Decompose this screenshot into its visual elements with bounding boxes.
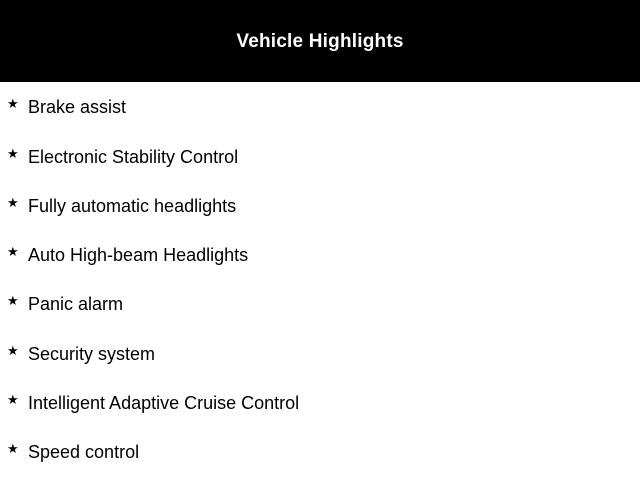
star-icon: ★	[7, 393, 19, 408]
list-item-label: Intelligent Adaptive Cruise Control	[28, 393, 300, 413]
list-item-label: Brake assist	[28, 97, 127, 117]
list-item-label: Electronic Stability Control	[28, 147, 239, 167]
star-icon: ★	[7, 147, 19, 162]
star-icon: ★	[7, 97, 19, 112]
star-icon: ★	[7, 245, 19, 260]
header-bar	[0, 0, 640, 82]
star-icon: ★	[7, 294, 19, 309]
list-item-label: Fully automatic headlights	[28, 196, 237, 216]
list-item-label: Auto High-beam Headlights	[28, 245, 249, 265]
star-icon: ★	[7, 442, 19, 457]
list-item-label: Speed control	[28, 442, 140, 462]
star-icon: ★	[7, 344, 19, 359]
list-item-label: Security system	[28, 344, 156, 364]
star-icon: ★	[7, 196, 19, 211]
list-item-label: Panic alarm	[28, 294, 124, 314]
page-title: Vehicle Highlights	[236, 31, 404, 52]
